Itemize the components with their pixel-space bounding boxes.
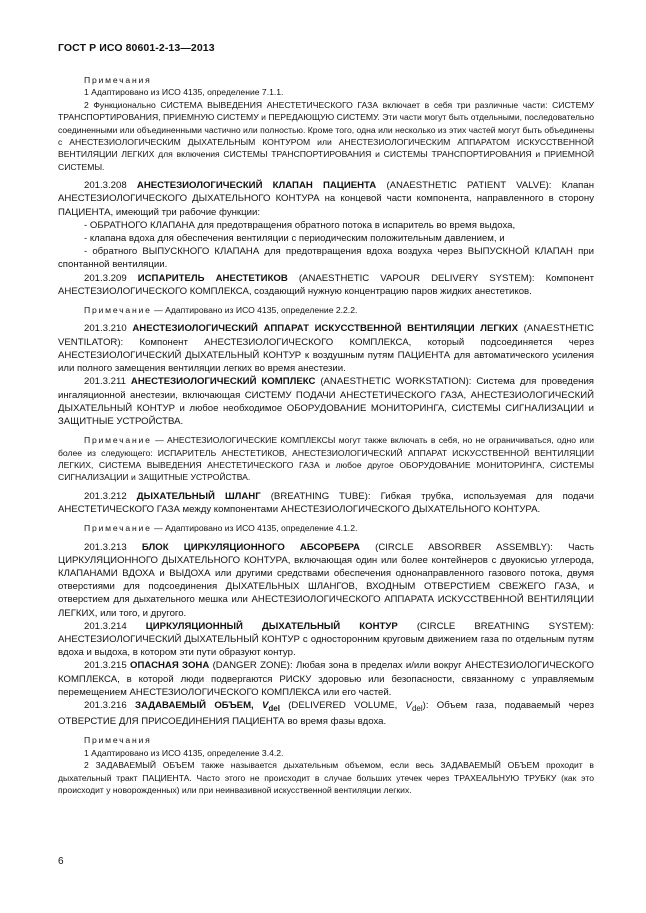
list-item: - ОБРАТНОГО КЛАПАНА для предотвращения обратного потока в испаритель во время выдоха, (84, 219, 516, 231)
list-item: - клапана вдоха для обеспечения вентиляции с периодическим положительным давлением, и (84, 233, 505, 245)
note-text: — Адаптировано из ИСО 4135, определение 4.1.2. (154, 523, 358, 534)
note-item: 2 ЗАДАВАЕМЫЙ ОБЪЕМ также называется дыхательным объемом, если весь ЗАДАВАЕМЫЙ ОБЪЕМ проходит в дыхательный тракт ПАЦИЕНТА. Часто этого не происходит в случае больших утечек через ТРАХЕАЛЬНУЮ ТРУБКУ (как это происходит у новорожденных) или при неинвазивной искусственной вентиляции легких. (58, 760, 594, 795)
symbol: V (405, 699, 412, 711)
document-header: ГОСТ Р ИСО 80601-2-13—2013 (58, 42, 215, 54)
note (58, 522, 594, 534)
definition-201-3-215 (58, 659, 594, 699)
definition-text: (CIRCLE ABSORBER ASSEMBLY): Часть ЦИРКУЛЯЦИОННОГО ДЫХАТЕЛЬНОГО КОНТУРА, включающая один или более контейнеров с двуокисью углерода, КЛАПАНАМИ ВДОХА и ВЫДОХА или другими средствами обеспечения однонаправленного газового потока, двумя отверстиями для подсоединения ДЫХАТЕЛЬНЫХ ШЛАНГОВ, ВХОДНЫМ ОТВЕРСТИЕМ СВЕЖЕГО ГАЗА, и отверстием для дыхательного мешка или АНЕСТЕЗИОЛОГИЧЕСКОГО АППАРАТА ИСКУССТВЕННОЙ ВЕНТИЛЯЦИИ ЛЕГКИХ, или того, и другого. (58, 541, 594, 619)
defined-term (135, 700, 280, 711)
definition-201-3-211 (58, 375, 594, 428)
definition-201-3-208 (58, 179, 594, 219)
note (58, 434, 594, 484)
note-text: — Адаптировано из ИСО 4135, определение 2.2.2. (154, 305, 358, 316)
clause-number: 201.3.216 (84, 699, 127, 711)
definition-text: (ANAESTHETIC PATIENT VALVE): Клапан АНЕСТЕЗИОЛОГИЧЕСКОГО ДЫХАТЕЛЬНОГО КОНТУРА на концевой части компонента, направленного в сторону ПАЦИЕНТА, имеющий три рабочие функции: (58, 180, 594, 218)
clause-number: 201.3.208 (84, 180, 127, 192)
definition-201-3-214 (58, 620, 594, 660)
clause-number: 201.3.213 (84, 541, 127, 553)
note-label: Примечание (84, 523, 152, 534)
definition-text: (CIRCLE BREATHING SYSTEM): АНЕСТЕЗИОЛОГИЧЕСКИЙ ДЫХАТЕЛЬНЫЙ КОНТУР с односторонним круговым движением газа по отдельным путям вдоха и выдоха, в котором эти пути образуют контур. (58, 620, 594, 659)
definition-text: (DANGER ZONE): Любая зона в пределах и/или вокруг АНЕСТЕЗИОЛОГИЧЕСКОГО КОМПЛЕКСА, в которой люди подвергаются РИСКУ здоровью или безопасности, связанному с управляемым перемещением АНЕСТЕЗИОЛОГИЧЕСКОГО КОМПЛЕКСА или его частей. (58, 660, 594, 698)
clause-number: 201.3.210 (84, 323, 127, 335)
note-label: Примечание (84, 305, 152, 316)
defined-term: АНЕСТЕЗИОЛОГИЧЕСКИЙ АППАРАТ ИСКУССТВЕННОЙ ВЕНТИЛЯЦИИ ЛЕГКИХ (132, 323, 518, 335)
note-title: Примечания (84, 735, 152, 746)
definition-text: (DELIVERED VOLUME, (288, 699, 398, 711)
defined-term: АНЕСТЕЗИОЛОГИЧЕСКИЙ КОМПЛЕКС (130, 376, 316, 388)
definition-text: (ANAESTHETIC WORKSTATION): Система для проведения ингаляционной анестезии, включающая СИСТЕМУ ПОДАЧИ АНЕСТЕТИЧЕСКОГО ГАЗА, АНЕСТЕЗИОЛОГИЧЕСКИЙ ДЫХАТЕЛЬНЫЙ КОНТУР и любое необходимое ОБОРУДОВАНИЕ МОНИТОРИНГА, СИСТЕМЫ СИГНАЛИЗАЦИИ и ЗАЩИТНЫЕ УСТРОЙСТВА. (58, 376, 595, 427)
note-label: Примечание (84, 435, 152, 446)
definition-text: (BREATHING TUBE): Гибкая трубка, используемая для подачи АНЕСТЕТИЧЕСКОГО ГАЗА между компонентами АНЕСТЕЗИОЛОГИЧЕСКОГО ДЫХАТЕЛЬНОГО КОНТУРА. (58, 490, 594, 515)
page-number: 6 (58, 856, 64, 867)
note-item: 1 Адаптировано из ИСО 4135, определение 3.4.2. (84, 747, 284, 758)
definition-201-3-213 (58, 541, 594, 620)
definition-text: (ANAESTHETIC VENTILATOR): Компонент АНЕСТЕЗИОЛОГИЧЕСКОГО КОМПЛЕКСА, который подсоединяется через АНЕСТЕЗИОЛОГИЧЕСКИЙ ДЫХАТЕЛЬНЫЙ КОНТУР к воздушным путям ПАЦИЕНТА для автоматического усиления или полного замещения вентиляции легких во время анестезии. (58, 323, 594, 375)
defined-term: ЦИРКУЛЯЦИОННЫЙ ДЫХАТЕЛЬНЫЙ КОНТУР (145, 620, 398, 632)
note (58, 304, 594, 316)
note-title: Примечания (84, 75, 152, 85)
symbol-subscript: del (411, 703, 423, 713)
defined-term: ИСПАРИТЕЛЬ АНЕСТЕТИКОВ (137, 272, 288, 284)
list-item: - обратного ВЫПУСКНОГО КЛАПАНА для предотвращения вдоха воздуха через ВЫПУСКНОЙ КЛАПАН при спонтанной вентиляции. (58, 246, 594, 271)
note-text: — АНЕСТЕЗИОЛОГИЧЕСКИЕ КОМПЛЕКСЫ могут также включать в себя, но не ограничиваться, одно или более из следующего: ИСПАРИТЕЛЬ АНЕСТЕТИКОВ, АНЕСТЕЗИОЛОГИЧЕСКИЙ АППАРАТ ИСКУССТВЕННОЙ ВЕНТИЛЯЦИИ ЛЕГКИХ, СИСТЕМА ВЫВЕДЕНИЯ АНЕСТЕТИЧЕСКОГО ГАЗА и любое другое ОБОРУДОВАНИЕ МОНИТОРИНГА, СИСТЕМЫ СИГНАЛИЗАЦИИ и ЗАЩИТНЫЕ УСТРОЙСТВА. (58, 435, 595, 483)
defined-term: ОПАСНАЯ ЗОНА (130, 660, 210, 672)
defined-term: ДЫХАТЕЛЬНЫЙ ШЛАНГ (136, 490, 261, 502)
definition-201-3-210 (58, 322, 594, 375)
defined-term: БЛОК ЦИРКУЛЯЦИОННОГО АБСОРБЕРА (141, 541, 360, 553)
clause-number: 201.3.215 (84, 660, 127, 672)
clause-number: 201.3.209 (84, 272, 127, 284)
note-item: 2 Функционально СИСТЕМА ВЫВЕДЕНИЯ АНЕСТЕТИЧЕСКОГО ГАЗА включает в себя три различные части: СИСТЕМУ ТРАНСПОРТИРОВАНИЯ, ПРИЕМНУЮ СИСТЕМУ и ПЕРЕДАЮЩУЮ СИСТЕМУ. Эти части могут быть отдельными, последовательно соединенными или объединенными частично или полностью. Кроме того, одна или несколько из этих частей могут быть объединены с АНЕСТЕЗИОЛОГИЧЕСКИМ ДЫХАТЕЛЬНЫМ КОНТУРОМ или АНЕСТЕЗИОЛОГИЧЕСКИМ АППАРАТОМ ИСКУССТВЕННОЙ ВЕНТИЛЯЦИИ ЛЕГКИХ для включения СИСТЕМЫ ТРАНСПОРТИРОВАНИЯ и СИСТЕМЫ ТРАНСПОРТИРОВАНИЯ и ПРИЕМНОЙ СИСТЕМЫ. (58, 99, 594, 172)
clause-number: 201.3.212 (84, 490, 127, 502)
definition-201-3-212 (58, 490, 594, 516)
definition-text: (ANAESTHETIC VAPOUR DELIVERY SYSTEM): Компонент АНЕСТЕЗИОЛОГИЧЕСКОГО КОМПЛЕКСА, создающий нужную концентрацию паров жидких анестетиков. (58, 272, 594, 297)
symbol-subscript: del (268, 703, 280, 713)
defined-term: АНЕСТЕЗИОЛОГИЧЕСКИЙ КЛАПАН ПАЦИЕНТА (136, 180, 377, 192)
defined-term-text: ЗАДАВАЕМЫЙ ОБЪЕМ, (134, 699, 254, 711)
definition-201-3-216 (58, 699, 594, 728)
clause-number: 201.3.211 (84, 376, 126, 388)
symbol: V (262, 699, 269, 711)
note-item: 1 Адаптировано из ИСО 4135, определение 7.1.1. (84, 87, 284, 98)
definition-text: ): Объем газа, подаваемый через ОТВЕРСТИЕ ДЛЯ ПРИСОЕДИНЕНИЯ ПАЦИЕНТА во время фазы вдоха. (58, 699, 594, 728)
clause-number: 201.3.214 (84, 620, 127, 632)
definition-201-3-209 (58, 272, 594, 298)
